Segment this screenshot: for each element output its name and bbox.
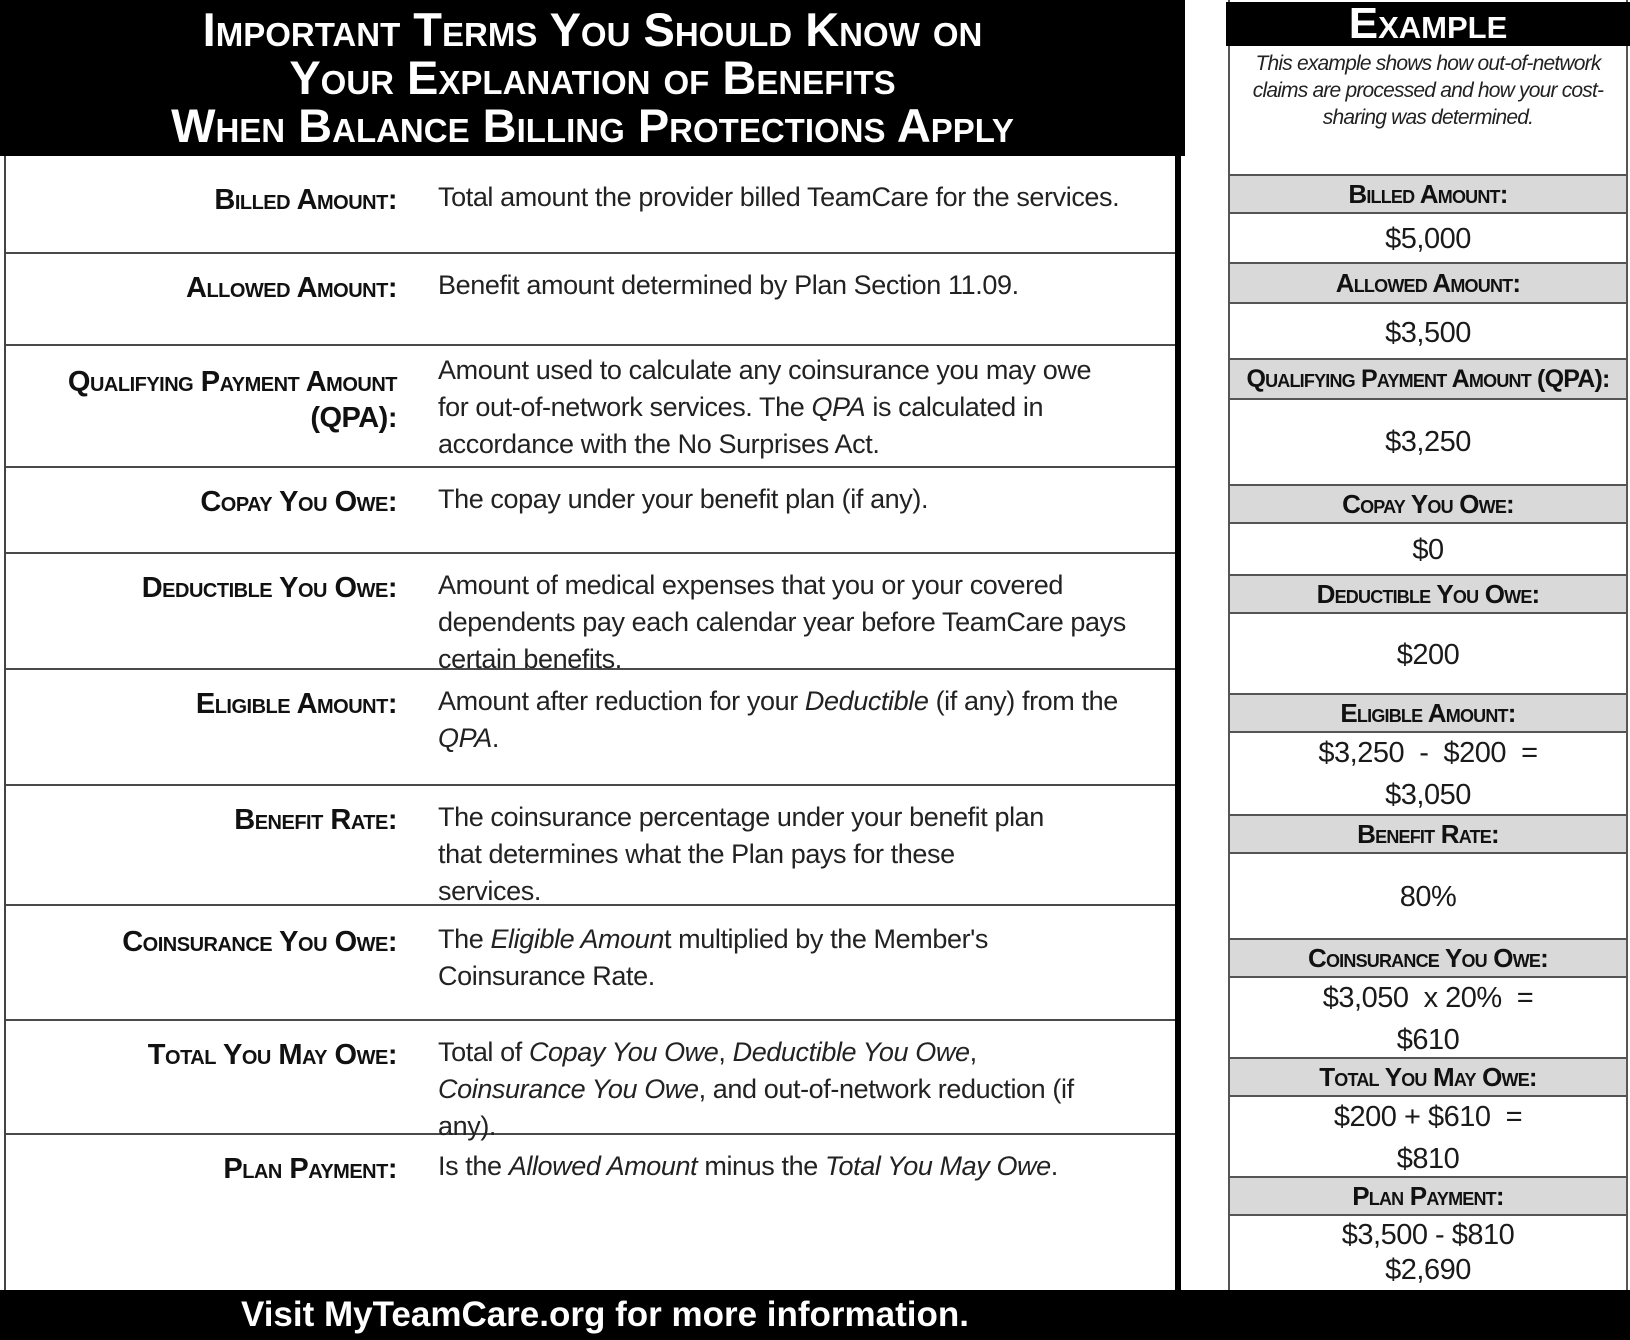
term-label: Deductible You Owe: [141, 572, 397, 604]
definition-text: , and out-of-network reduction (if any). [438, 1074, 1074, 1141]
term-row-eligible-amount [6, 670, 1175, 786]
definition-text: . [1050, 1151, 1058, 1181]
example-value: $5,000 [1385, 223, 1471, 255]
example-label-qpa: Qualifying Payment Amount (QPA): [1230, 358, 1626, 400]
example-label-allowed-amount: Allowed Amount: [1230, 262, 1626, 304]
definition-text: Total of [438, 1037, 529, 1067]
definition-text: , [969, 1037, 977, 1067]
example-value: $2,690 [1385, 1254, 1471, 1286]
term-row-coinsurance [6, 906, 1175, 1021]
term-definition: Benefit amount determined by Plan Section 11.09. [438, 270, 1019, 300]
definition-text: is calculated in accordance with the No Surprises Act. [438, 392, 1044, 459]
example-label-total-you-may-owe: Total You May Owe: [1230, 1057, 1626, 1097]
example-label-deductible: Deductible You Owe: [1230, 574, 1626, 614]
header-line: Important Terms You Should Know on [202, 3, 983, 56]
example-value: $0 [1412, 534, 1444, 566]
footer-text: Visit MyTeamCare.org for more information. [240, 1295, 969, 1334]
definition-emphasis: Copay You Owe [528, 1037, 719, 1067]
term-label: Benefit Rate: [234, 804, 397, 836]
example-value: $200 + $610 = [1333, 1101, 1523, 1133]
term-definition: Total amount the provider billed TeamCare for the services. [438, 182, 1120, 212]
example-value: $3,050 [1385, 779, 1471, 811]
term-label: Qualifying Payment Amount (QPA): [67, 366, 397, 434]
definition-emphasis: Coinsurance You Owe [438, 1074, 699, 1104]
definition-text: Is the [438, 1151, 509, 1181]
definition-emphasis: Eligible Amoun [490, 924, 664, 954]
term-definition [438, 1034, 1128, 1145]
definition-text: t multiplied by the Member's Coinsurance Rate. [438, 924, 989, 991]
definition-text: minus the [697, 1151, 825, 1181]
term-row-billed-amount [6, 156, 1175, 254]
example-value: $3,500 [1385, 317, 1471, 349]
example-value: $3,500 - $810 [1341, 1219, 1515, 1251]
term-definition: The coinsurance percentage under your benefit plan that determines what the Plan pays for these services. [438, 802, 1044, 906]
terms-table [4, 156, 1181, 1290]
term-row-qpa [6, 346, 1175, 468]
term-row-plan-payment [6, 1135, 1175, 1290]
term-row-allowed-amount [6, 254, 1175, 346]
example-label-eligible-amount: Eligible Amount: [1230, 693, 1626, 733]
term-definition: The copay under your benefit plan (if any). [438, 484, 929, 514]
term-row-benefit-rate [6, 786, 1175, 906]
header-line: Your Explanation of Benefits [289, 51, 896, 104]
definition-emphasis: Total You May Owe [824, 1151, 1051, 1181]
term-row-copay [6, 468, 1175, 554]
term-definition [438, 1148, 1138, 1185]
term-row-total-you-may-owe [6, 1021, 1175, 1141]
example-value: 80% [1399, 881, 1457, 913]
example-value: $810 [1396, 1143, 1460, 1175]
term-definition [438, 683, 1138, 757]
example-label-billed-amount: Billed Amount: [1230, 174, 1626, 214]
header-line: When Balance Billing Protections Apply [171, 99, 1014, 152]
definition-text: Amount used to calculate any coinsurance you may owe for out-of-network services. The [438, 355, 1092, 422]
example-label-plan-payment: Plan Payment: [1230, 1176, 1626, 1216]
definition-emphasis: QPA [438, 723, 492, 753]
definition-emphasis: Deductible [804, 686, 929, 716]
term-label: Plan Payment: [223, 1153, 397, 1185]
term-label: Coinsurance You Owe: [122, 926, 397, 958]
example-value: $610 [1396, 1024, 1460, 1056]
term-definition: Amount of medical expenses that you or your covered dependents pay each calendar year before TeamCare pays certain benefits. [438, 570, 1126, 674]
example-label-coinsurance: Coinsurance You Owe: [1230, 938, 1626, 978]
example-value: $3,250 - $200 = [1318, 737, 1538, 769]
example-label-benefit-rate: Benefit Rate: [1230, 814, 1626, 854]
example-description: This example shows how out-of-network claims are processed and how your cost-sharing was determined. [1252, 52, 1604, 129]
term-label: Copay You Owe: [200, 486, 397, 518]
definition-emphasis: Allowed Amount [508, 1151, 698, 1181]
term-label: Billed Amount: [214, 184, 397, 216]
footer-banner [0, 1290, 1630, 1340]
definition-text: . [491, 723, 499, 753]
example-panel [1228, 0, 1628, 1290]
term-label: Total You May Owe: [147, 1039, 397, 1071]
term-label: Allowed Amount: [186, 272, 397, 304]
example-label-copay: Copay You Owe: [1230, 484, 1626, 524]
definition-emphasis: QPA [811, 392, 866, 422]
example-value: $3,250 [1385, 426, 1471, 458]
term-label: Eligible Amount: [195, 688, 397, 720]
term-definition [438, 921, 1138, 995]
definition-text: , [718, 1037, 733, 1067]
example-value: $200 [1396, 639, 1460, 671]
definition-emphasis: Deductible You Owe [732, 1037, 970, 1067]
definition-text: Amount after reduction for your [438, 686, 805, 716]
definition-text: The [438, 924, 491, 954]
example-value: $3,050 x 20% = [1322, 982, 1534, 1014]
definition-text: (if any) from the [928, 686, 1118, 716]
term-row-deductible [6, 554, 1175, 674]
terms-header [0, 0, 1185, 156]
term-definition [438, 352, 1098, 463]
example-title: Example [1226, 2, 1630, 46]
